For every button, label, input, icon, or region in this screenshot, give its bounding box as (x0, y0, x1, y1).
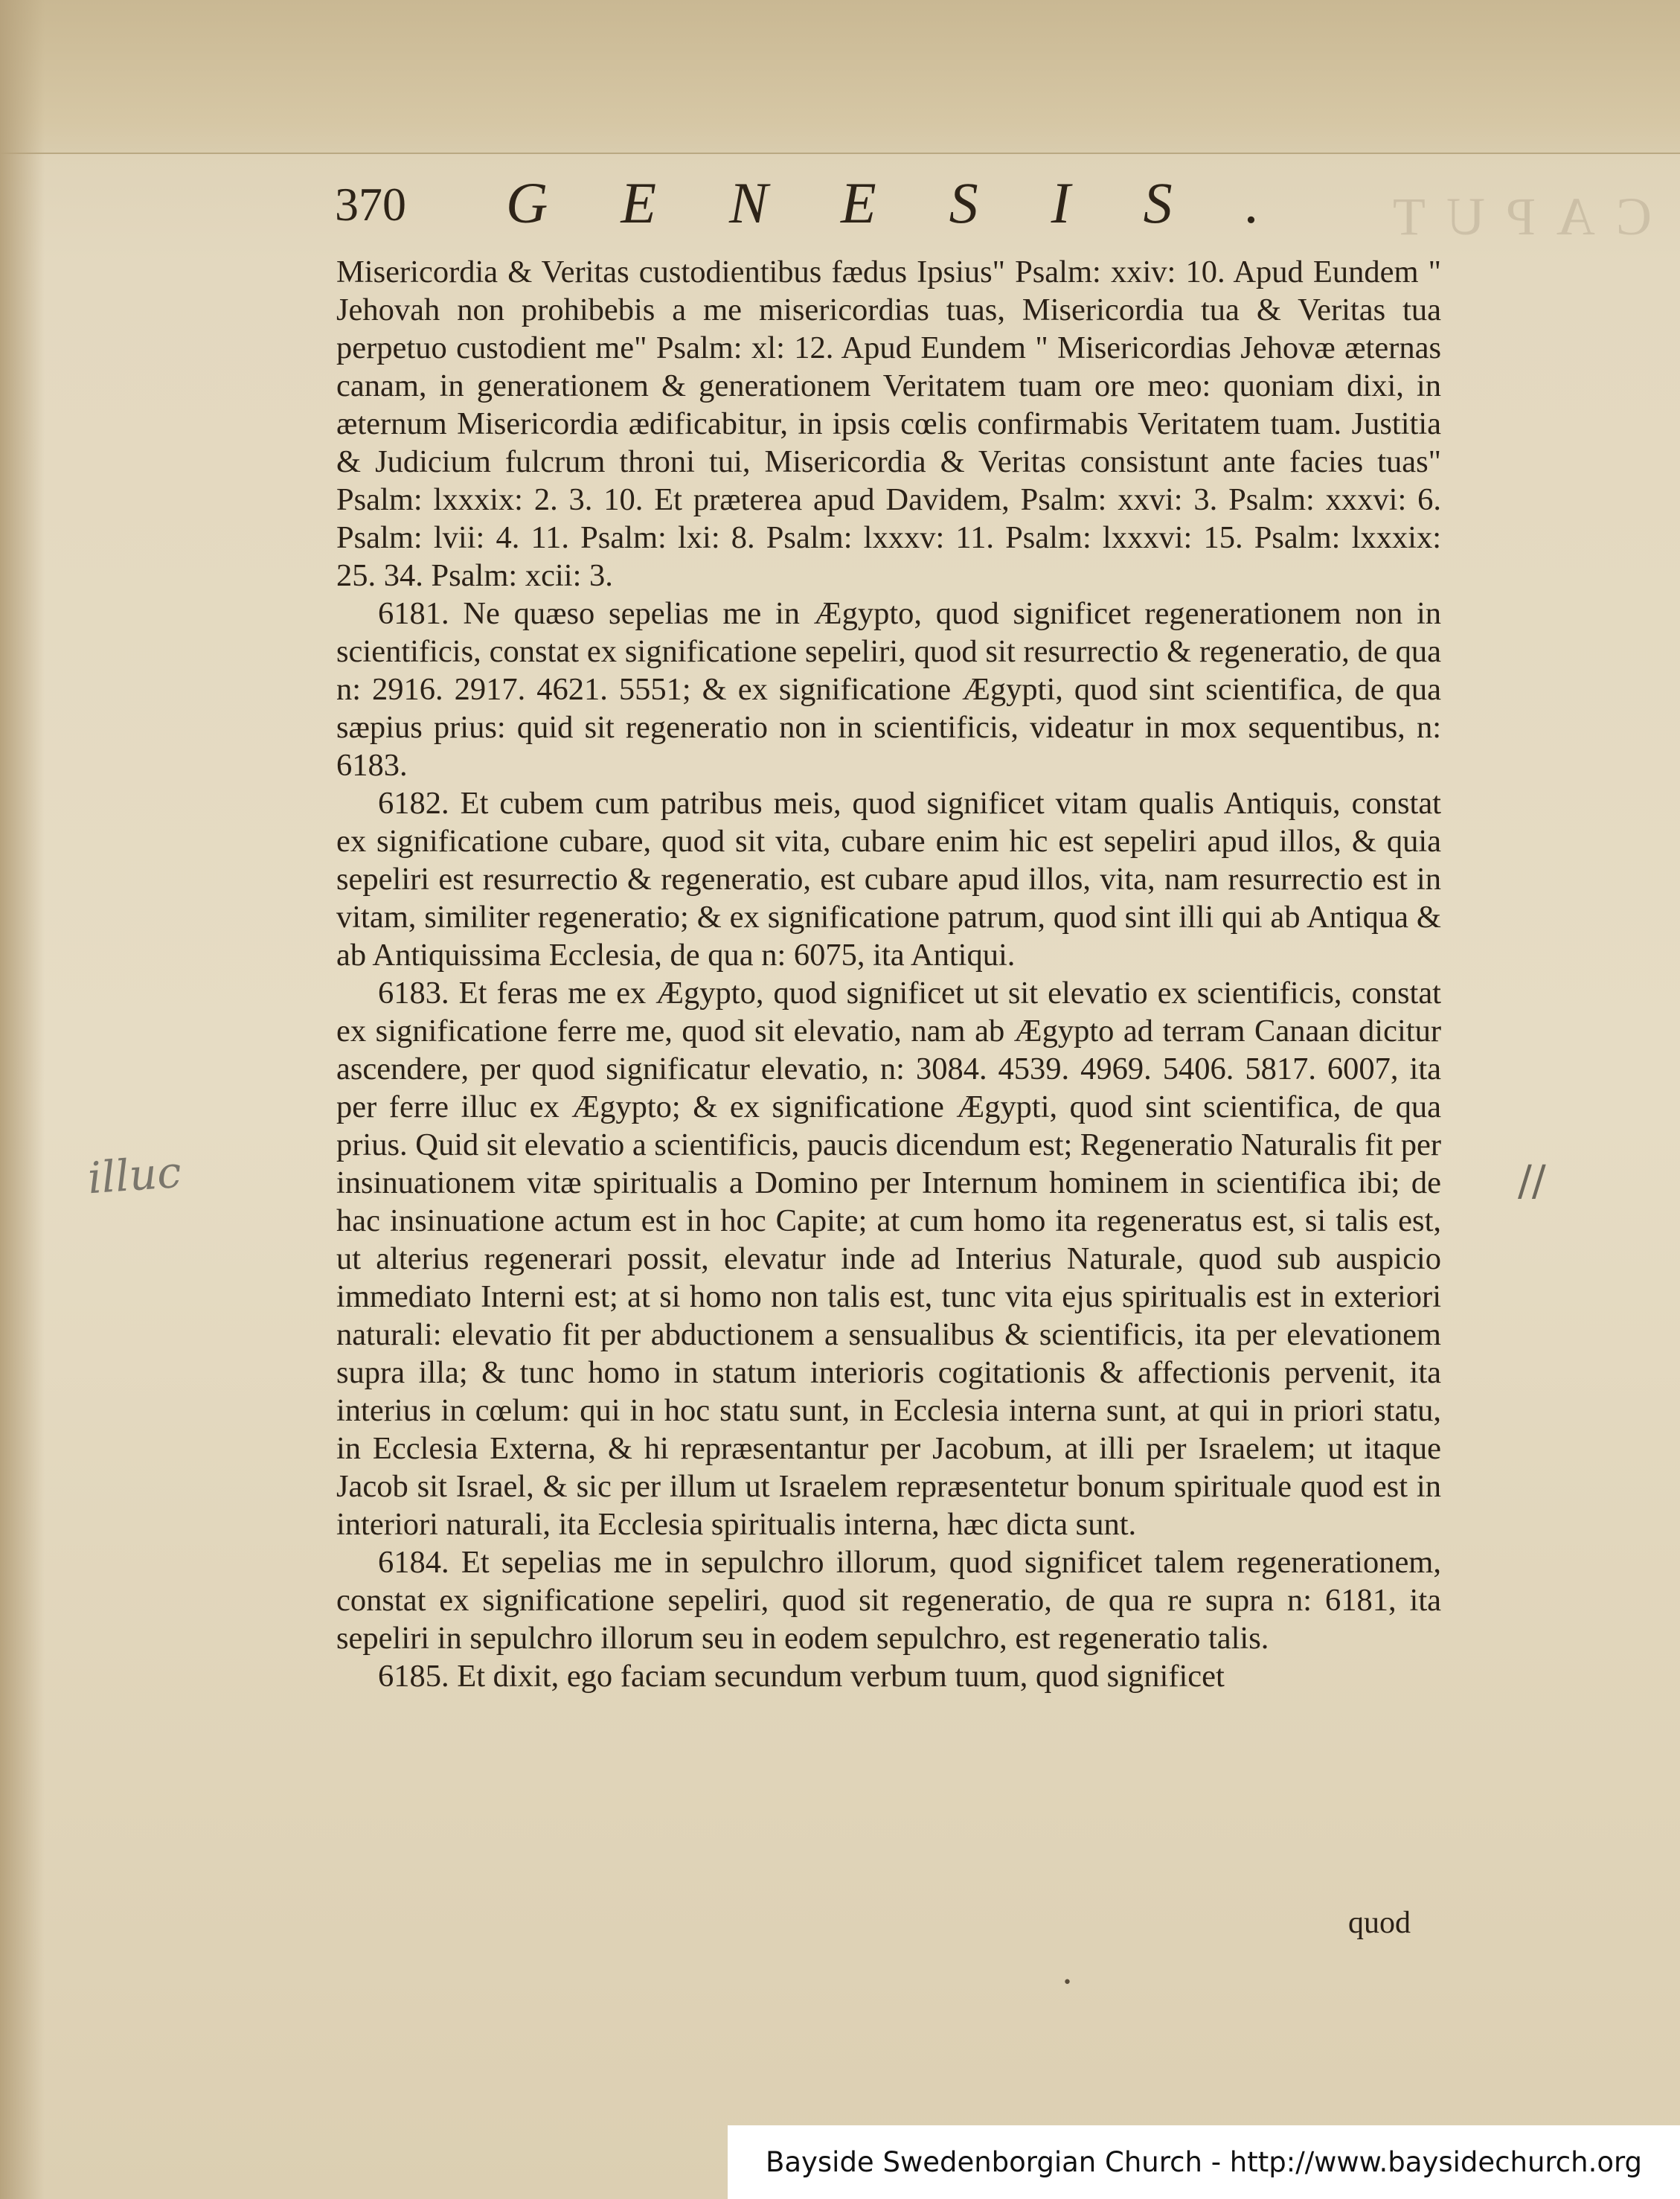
page-header (335, 170, 1451, 244)
signature-mark-icon: • (1062, 1974, 1072, 1992)
handwritten-margin-mark: // (1518, 1157, 1546, 1206)
paragraph-6184: 6184. Et sepelias me in sepulchro illorum, quod significet talem regenerationem, constat ex significatione sepeliri, quod sit regeneratio, de qua re supra n: 6181, ita sepeliri in sepulchro illorum seu in eodem sepulchro, est regeneratio talis. (336, 1545, 1441, 1656)
page-top-fold (0, 0, 1680, 154)
paragraph-6185: 6185. Et dixit, ego faciam secundum verbum tuum, quod significet (378, 1659, 1225, 1694)
body-text (336, 253, 1441, 1695)
bleed-through-text: CAPUT (1371, 187, 1652, 246)
paragraph-psalms: Misericordia & Veritas custodientibus fædus Ipsius" Psalm: xxiv: 10. Apud Eundem " Jehovah non prohibebis a me misericordias tuas, Misericordia tua & Veritas tua perpetuo custodient me" Psalm: xl: 12. Apud Eundem " Misericordias Jehovæ æternas canam, in generationem & generationem Veritatem tuam ore meo: quoniam dixi, in æternum Misericordia ædificabitur, in ipsis cœlis confirmabis Veritatem tuam. Justitia & Judicium fulcrum throni tui, Misericordia & Veritas consistunt ante facies tuas" Psalm: lxxxix: 2. 3. 10. Et præterea apud Davidem, Psalm: xxvi: 3. Psalm: xxxvi: 6. Psalm: lvii: 4. 11. Psalm: lxi: 8. Psalm: lxxxv: 11. Psalm: lxxxvi: 15. Psalm: lxxxix: 25. 34. Psalm: xcii: 3. (336, 255, 1441, 593)
paragraph-6183: 6183. Et feras me ex Ægypto, quod significet ut sit elevatio ex scientificis, constat ex significatione ferre me, quod sit elevatio, nam ab Ægypto ad terram Canaan dicitur ascendere, per quod significatur elevatio, n: 3084. 4539. 4969. 5406. 5817. 6007, ita per ferre illuc ex Ægypto; & ex significatione Ægypti, quod sint scientifica, de qua prius. Quid sit elevatio a scientificis, paucis dicendum est; Regeneratio Naturalis fit per insinuationem vitæ spiritualis a Domino per Internum hominem in scientifica ibi; de hac insinuatione actum est in hoc Capite; at cum homo ita regeneratus est, si talis est, ut alterius regenerari possit, elevatur inde ad Interius Naturale, quod sub auspicio immediato Interni est; at si homo non talis est, tunc vita ejus spiritualis est in exteriori naturali: elevatio fit per abductionem a sensualibus & scientificis, ita per elevationem supra illa; & tunc homo in statum interioris cogitationis & affectionis pervenit, ita interius in cœlum: qui in hoc statu sunt, in Ecclesia interna sunt, at qui in priori statu, in Ecclesia Externa, & hi repræsentantur per Jacobum, at illi per Israelem; ut itaque Jacob sit Israel, & sic per illum ut Israelem repræsentetur bonum spirituale quod est in interiori naturali, ita Ecclesia spiritualis interna, hæc dicta sunt. (336, 976, 1441, 1542)
page-number: 370 (335, 178, 406, 231)
running-title: GENESIS. (506, 170, 1333, 235)
catchword: quod (1348, 1906, 1411, 1940)
paragraph-6182: 6182. Et cubem cum patribus meis, quod significet vitam qualis Antiquis, constat ex significatione cubare, quod sit vita, cubare enim hic est sepeliri apud illos, & quia sepeliri est resurrectio & regeneratio, est cubare apud illos, vita, nam resurrectio est in vitam, similiter regeneratio; & ex significatione patrum, quod sint illi qui ab Antiqua & ab Antiquissima Ecclesia, de qua n: 6075, ita Antiqui. (336, 786, 1441, 973)
page-left-shadow (0, 0, 45, 2199)
source-watermark: Bayside Swedenborgian Church - http://www.baysidechurch.org (728, 2125, 1680, 2199)
handwritten-margin-note: illuc (86, 1146, 183, 1204)
paragraph-6181: 6181. Ne quæso sepelias me in Ægypto, quod significet regenerationem non in scientificis, constat ex significatione sepeliri, quod sit resurrectio & regeneratio, de qua n: 2916. 2917. 4621. 5551; & ex significatione Ægypti, quod sint scientifica, de qua sæpius prius: quid sit regeneratio non in scientificis, videatur in mox sequentibus, n: 6183. (336, 596, 1441, 783)
